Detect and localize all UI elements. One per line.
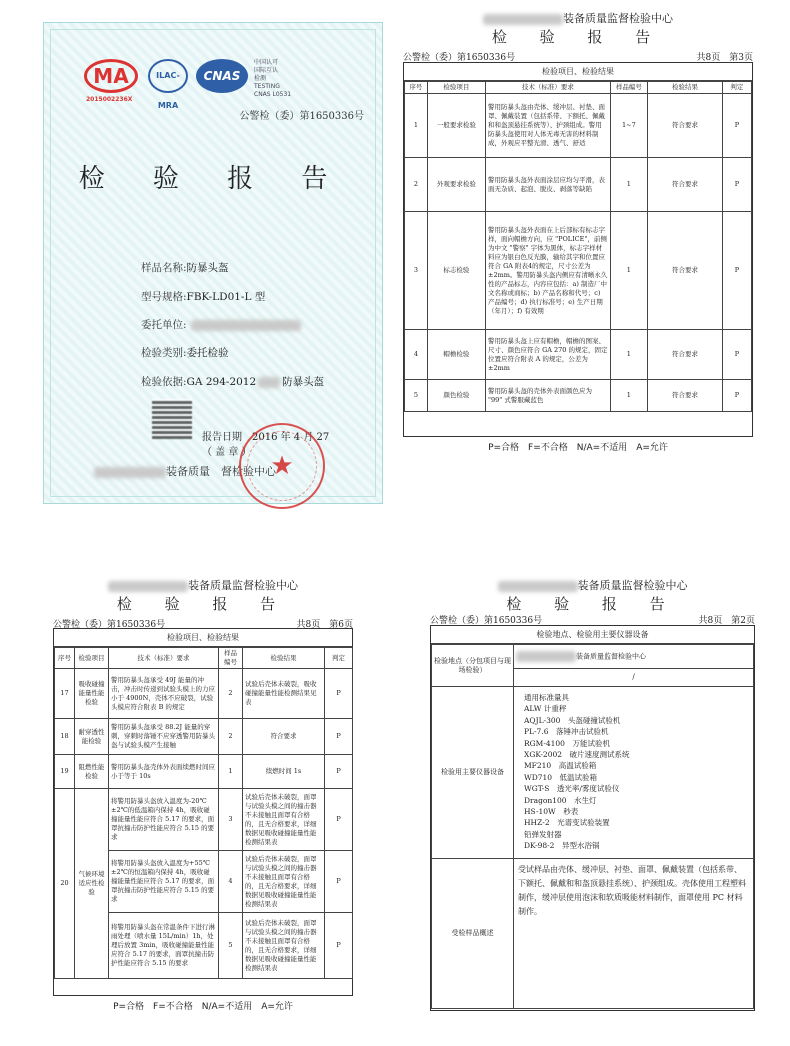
cnas-logo: CNAS (196, 59, 248, 93)
page6-caption: 检验项目、检验结果 (54, 629, 352, 647)
page2-table-frame (430, 625, 755, 1011)
table-row: 17 吸收碰撞能量性能检验 警用防暴头盔承受 49J 能量的冲击，冲击时传递到试验头模上的力应小于 4900N，壳体不应破裂，试验头模应符合附表 B 的规定 2 试验后壳体未破裂，吸收碰撞能量性能检测结果见 表 P (55, 669, 353, 719)
report-page-6 (53, 577, 353, 1017)
table-row: 5 颜色检验 警用防暴头盔的壳体外表面颜色应为 "99" 式警服藏蓝色 1 符合要求 P (405, 380, 752, 412)
redacted-org (516, 651, 576, 662)
table-row: / (432, 669, 754, 687)
device-item: XGK-2002 破片速度测试系统 (524, 750, 630, 760)
page6-table-frame (53, 628, 353, 996)
page3-table-frame (403, 62, 753, 437)
device-item: ALW 计重秤 (524, 704, 567, 714)
page6-legend: P=合格 F=不合格 N/A=不适用 A=允许 (113, 1002, 293, 1012)
qr-code (152, 399, 192, 439)
device-list (514, 687, 754, 859)
page2-title: 检 验 报 告 (506, 595, 679, 613)
table-row: 2 外观要求检验 警用防暴头盔外表面涂层应均匀平滑，表面无杂质、起泡、脱皮、剥落等缺陷 1 符合要求 P (405, 158, 752, 212)
page3-org: 装备质量监督检验中心 (403, 10, 753, 26)
redacted-org (108, 581, 188, 592)
page3-report-number: 公警检（委）第1650336号 (403, 53, 516, 63)
device-item: RGM-4100 万能试验机 (524, 738, 610, 748)
table-row: 4 帽檐检验 警用防暴头盔上应有帽檐，帽檐的图案、尺寸、颜色应符合 GA 270 的规定，固定位置应符合附表 A 的规定，公差为±2mm 1 符合要求 P (405, 330, 752, 380)
device-item: HHZ-2 光谱变试验装置 (524, 818, 610, 828)
cover-title: 检 验 报 告 (78, 164, 348, 194)
device-item: MF210 高温试验箱 (524, 761, 597, 771)
table-row: 1 一般要求检验 警用防暴头盔由壳体、缓冲层、衬垫、面罩、佩戴装置（包括系带、下额托、佩戴和和盔顶悬挂系统等）、护颈组成。警用防暴头盔使用对人体无毒无害的材料制成，外观应平整光滑、透气、舒适 1~7 符合要求 P (405, 94, 752, 158)
table-row: 检验用主要仪器设备 通用标准量具 ALW 计重秤 AQJL-300 头盔碰撞试验机 PL-7.6 落锤冲击试验机 RGM-4100 万能试验机 XGK-2002 破片速度测试系统 MF210 高温试验箱 WD710 低温试验箱 WGT-S 透光率/雾度试验仪 Dragon100 水生灯 HS-10W 秒表 HHZ-2 光谱变试验装置 铅弹发射器 DK-98-2 异型水浴锅 (432, 687, 754, 859)
device-item: HS-10W 秒表 (524, 807, 579, 817)
table-row: 受检样品概述 受试样品由壳体、缓冲层、衬垫、面罩、佩戴装置（包括系带、下额托、佩戴和和盔顶悬挂系统）、护颈组成。壳体使用工程塑料制作，缓冲层使用泡沫和软质吸能材料制作，面罩使用 PC 材料制作。 (432, 859, 754, 1009)
sample-name-row: 样品名称:防暴头盔 (141, 262, 229, 274)
redacted-org (94, 467, 166, 478)
page6-report-number: 公警检（委）第1650336号 (53, 620, 166, 630)
redacted-basis (258, 377, 280, 388)
report-page-3 (403, 10, 753, 455)
report-page-2 (430, 577, 755, 1017)
page2-report-number: 公警检（委）第1650336号 (430, 616, 543, 626)
sample-description: 受试样品由壳体、缓冲层、衬垫、面罩、佩戴装置（包括系带、下额托、佩戴和和盔顶悬挂系统）、护颈组成。壳体使用工程塑料制作，缓冲层使用泡沫和软质吸能材料制作，面罩使用 PC 材料制作。 (514, 859, 754, 1009)
location-value: 装备质量监督检验中心 (514, 645, 754, 669)
page3-title: 检 验 报 告 (491, 28, 665, 46)
redacted-org (498, 581, 578, 592)
device-item: PL-7.6 落锤冲击试验机 (524, 727, 609, 737)
ma-logo: MA (84, 59, 138, 93)
table-header: 序号 检验项目 技术（标准）要求 样品编号 检验结果 判定 (55, 648, 353, 669)
redacted-org (483, 14, 563, 25)
page2-org: 装备质量监督检验中心 (430, 577, 755, 593)
page6-org: 装备质量监督检验中心 (53, 577, 353, 593)
device-item: WD710 低温试验箱 (524, 772, 598, 782)
cnas-text: 中国认可 国际互认 检测 TESTING CNAS L0531 (254, 59, 292, 98)
page2-page-count: 共8页 第2页 (698, 616, 755, 626)
device-item: WGT-S 透光率/雾度试验仪 (524, 784, 620, 794)
page2-caption: 检验地点、检验用主要仪器设备 (431, 626, 754, 644)
inspection-type-row: 检验类别:委托检验 (141, 347, 229, 359)
table-row: 将警用防暴头盔在常温条件下进行淋雨处理（喷水量 15L/min）1h，处理后放置 3min，吸收碰撞能量性能应符合 5.17 的要求，面罩抗撞击防护性能应符合 5.15 的要求 5 试验后壳体未破裂，面罩与试验头模之间的撞击器不未接触且面罩有合格的，且无合格要求，详细数据见吸收碰撞能量性能检测结果表 P (55, 913, 353, 979)
page6-results-table (54, 647, 353, 979)
table-row: 3 标志检验 警用防暴头盔外表面在上后部标有标志字样，面向帽檐方向，应 "POLICE"，前侧为中文 "警察" 字体为黑体，标志字样材料应为银白色反光膜，输给其字和位置应符合 GA 附表4的规定，尺寸公差为±2mm。警用防暴头盔内侧应有清晰永久性的产品标志，内容应包括：a) 制造厂中文名称或商标；b) 产品名称和代号；c) 产品编号；d) 执行标准号；e) 生产日期（年月）；f) 有效期 1 符合要求 P (405, 212, 752, 330)
page2-equipment-table (431, 644, 754, 1009)
device-item: 铅弹发射器 (524, 829, 562, 839)
cover-organization: 装备质量 督检验中心 (94, 463, 276, 479)
model-row: 型号规格:FBK-LD01-L 型 (141, 291, 266, 303)
ma-code: 2015002236X (86, 96, 133, 103)
table-row: 19 阻燃性能检验 警用防暴头盔壳体外表面续燃时间应小于等于 10s 1 续燃时间 1s P (55, 755, 353, 789)
table-row: 20 气候环境适应性检验 将警用防暴头盔放入温度为-20℃±2℃的低温箱内保持 4h，吸收碰撞能量性能应符合 5.17 的要求，面罩抗撞击防护性能应符合 5.15 的要求 3 试验后壳体未破裂，面罩与试验头模之间的撞击器不未接触且面罩有合格的，且无合格要求，详细数据见吸收碰撞能量性能检测结果表 P (55, 789, 353, 851)
table-header: 序号 检验项目 技术（标准）要求 样品编号 检验结果 判定 (405, 82, 752, 94)
client-row: 委托单位: (141, 317, 301, 332)
page3-page-count: 共8页 第3页 (696, 53, 753, 63)
page3-caption: 检验项目、检验结果 (404, 63, 752, 81)
page3-results-table (404, 81, 752, 412)
official-seal (239, 423, 325, 509)
seal-star-icon: ★ (270, 451, 294, 481)
device-item: Dragon100 水生灯 (524, 795, 597, 805)
table-row: 将警用防暴头盔放入温度为+55℃±2℃的恒温箱内保持 4h，吸收碰撞能量性能应符合 5.17 的要求，面罩抗撞击防护性能应符合 5.15 的要求 4 试验后壳体未破裂，面罩与试验头模之间的撞击器不未接触且面罩有合格的，且无合格要求，详细数据见吸收碰撞能量性能检测结果表 P (55, 851, 353, 913)
cover-report-number: 公警检（委）第1650336号 (239, 111, 364, 122)
table-row: 18 耐穿透性能检验 警用防暴头盔承受 88.2J 能量的穿刺，穿刺时落锤不应穿透警用防暴头盔与试验头模产生接触 2 符合要求 P (55, 719, 353, 755)
report-cover (43, 22, 383, 504)
page3-legend: P=合格 F=不合格 N/A=不适用 A=允许 (488, 443, 668, 453)
device-item: 通用标准量具 (524, 693, 569, 702)
table-row: 检验地点（分包项目与现场检验） 装备质量监督检验中心 (432, 645, 754, 669)
page6-page-count: 共8页 第6页 (296, 620, 353, 630)
device-item: AQJL-300 头盔碰撞试验机 (524, 715, 621, 725)
ilac-mra-logo: ILAC-MRA (148, 59, 188, 93)
device-item: DK-98-2 异型水浴锅 (524, 841, 600, 851)
page6-title: 检 验 报 告 (116, 595, 290, 613)
basis-row: 检验依据:GA 294-2012 防暴头盔 (141, 376, 325, 388)
report-date: 报告日期 2016 年 4 月 27 （ 盖 章 ） (202, 432, 330, 458)
redacted-client (191, 320, 301, 331)
